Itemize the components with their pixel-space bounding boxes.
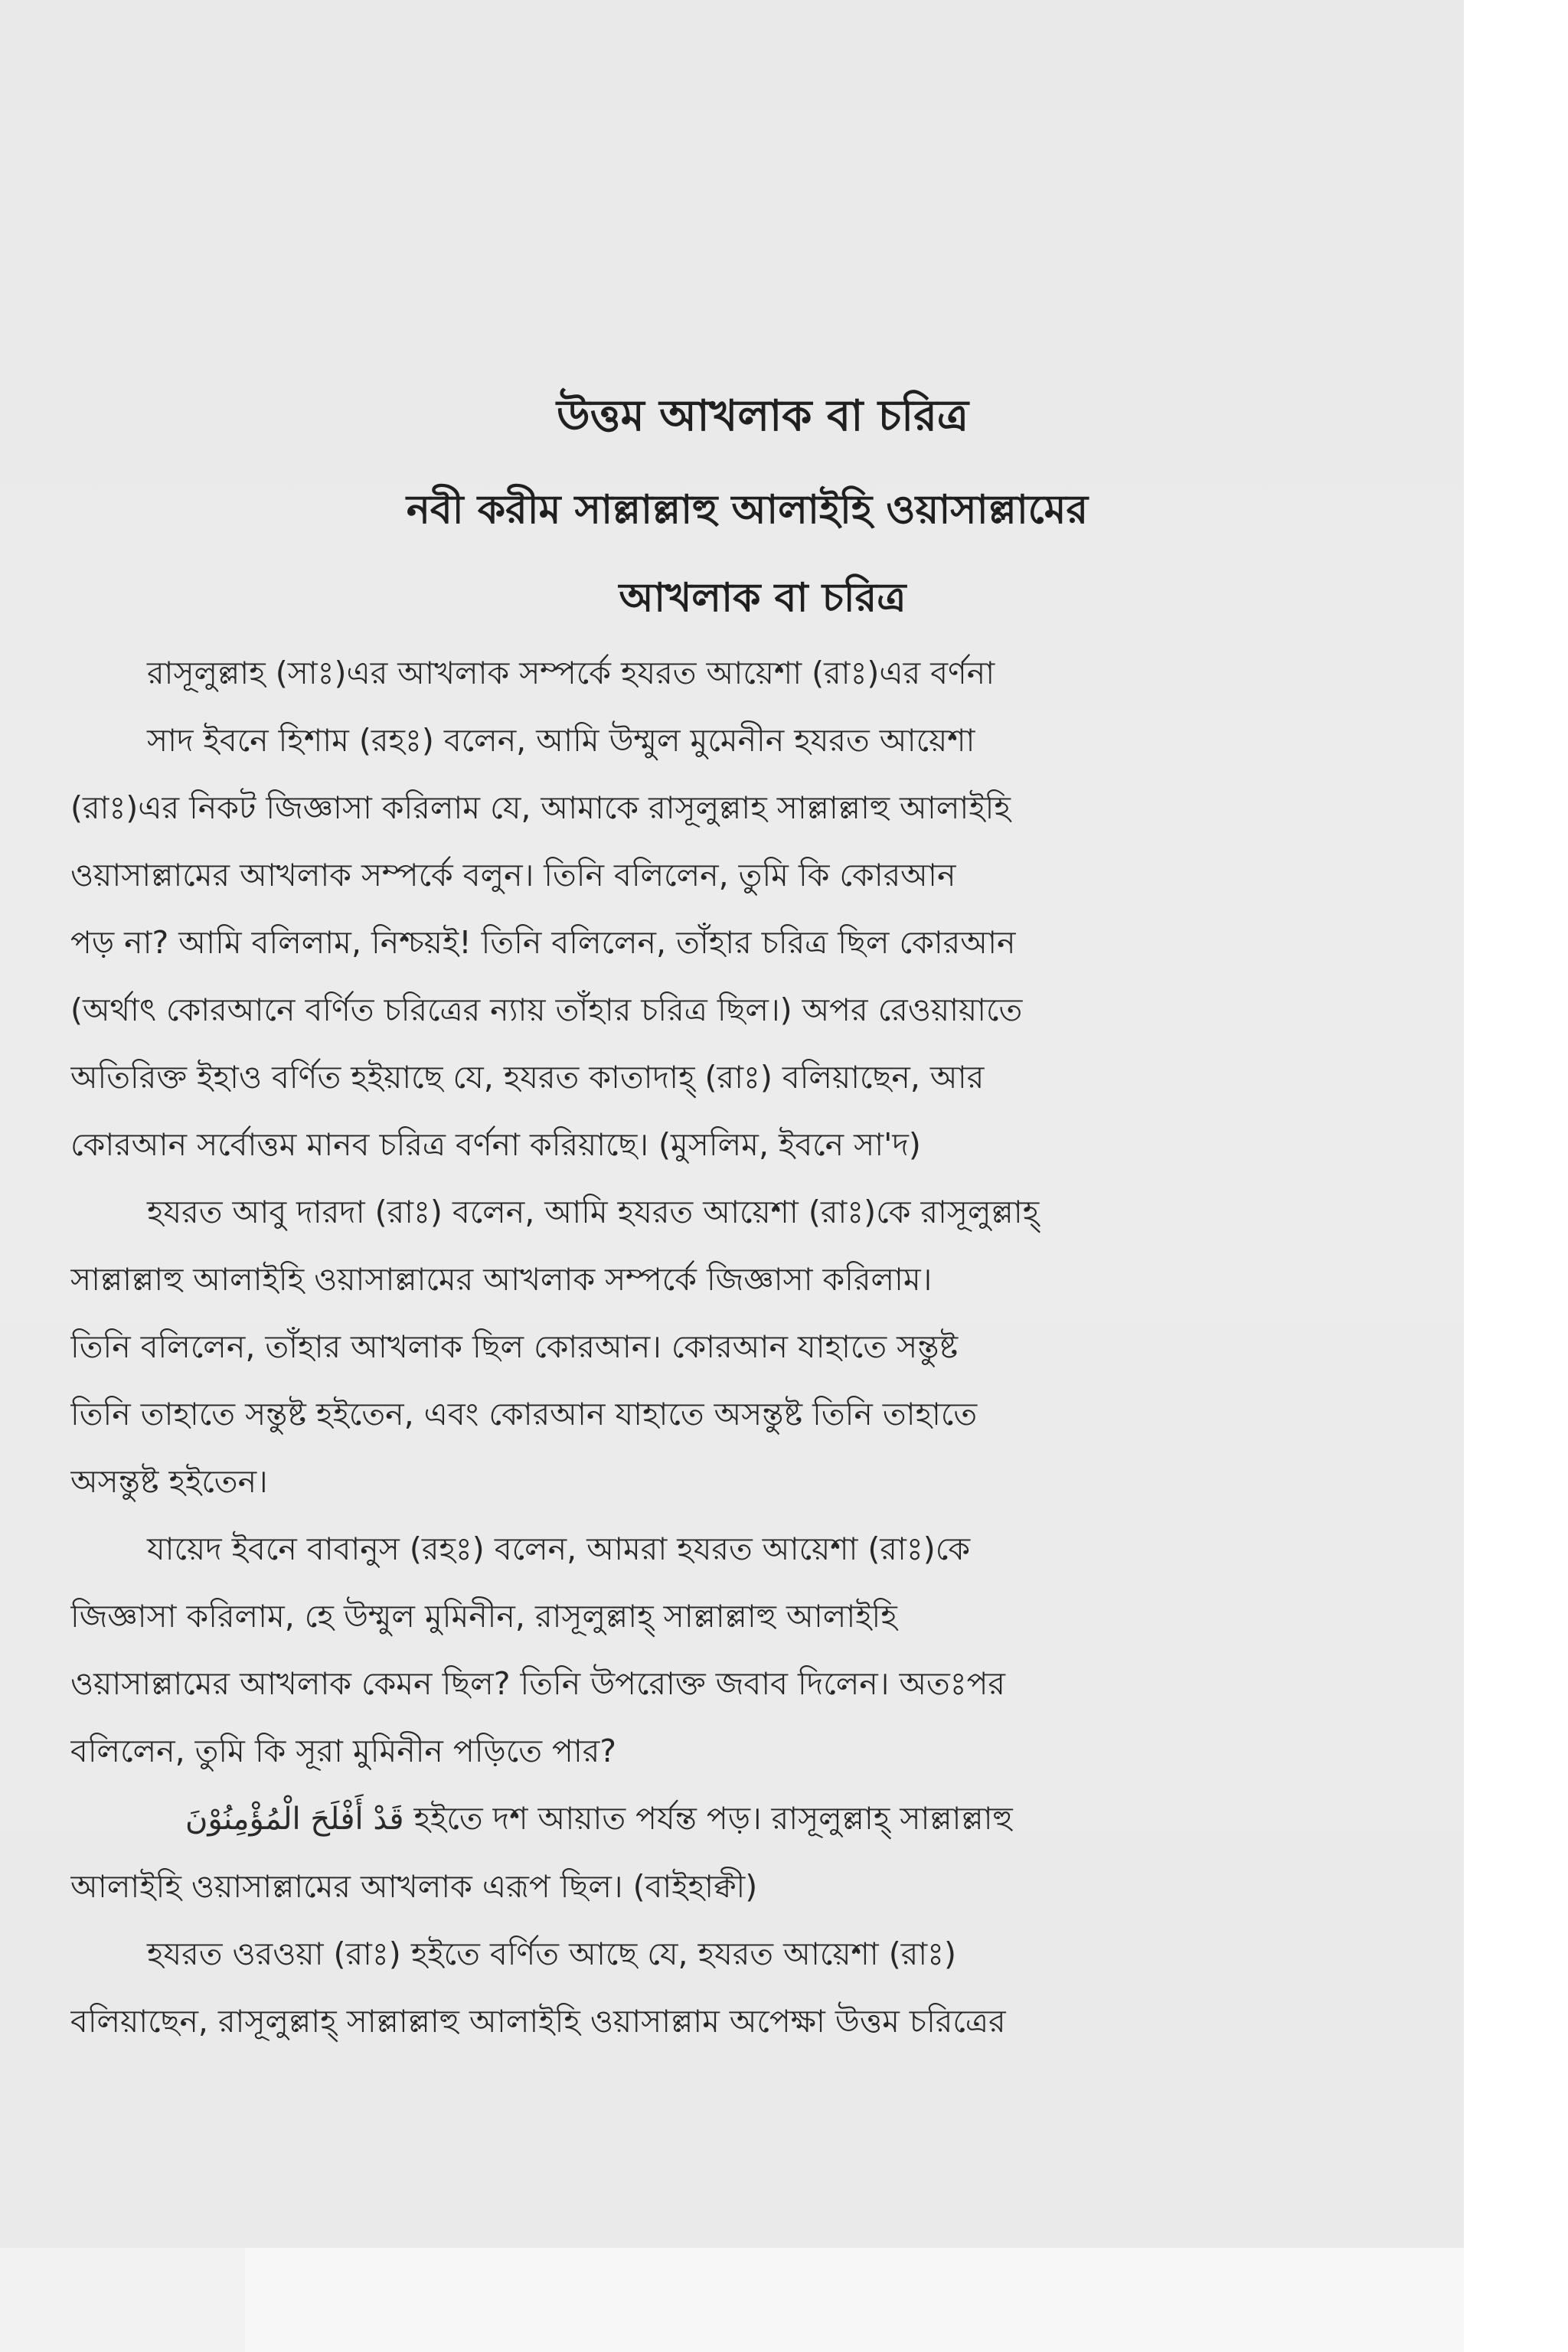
text-line: হযরত আবু দারদা (রাঃ) বলেন, আমি হযরত আয়েশা (রাঃ)কে রাসূলুল্লাহ্ [147, 1194, 1040, 1230]
section-heading-line2: আখলাক বা চরিত্র [619, 575, 906, 621]
text-line: বলিয়াছেন, রাসূলুল্লাহ্ সাল্লাল্লাহু আলাইহি ওয়াসাল্লাম অপেক্ষা উত্তম চরিত্রের [70, 2003, 1006, 2040]
text-line: পড় না? আমি বলিলাম, নিশ্চয়ই! তিনি বলিলেন, তাঁহার চরিত্র ছিল কোরআন [70, 924, 1016, 961]
text-line: তিনি বলিলেন, তাঁহার আখলাক ছিল কোরআন। কোরআন যাহাতে সন্তুষ্ট [70, 1328, 959, 1365]
text-line: সাদ ইবনে হিশাম (রহঃ) বলেন, আমি উম্মুল মুমেনীন হযরত আয়েশা [147, 722, 975, 759]
text-line: অসন্তুষ্ট হইতেন। [70, 1463, 268, 1500]
text-line: আলাইহি ওয়াসাল্লামের আখলাক এরূপ ছিল। (বাইহাক্বী) [70, 1868, 758, 1905]
text-line: অতিরিক্ত ইহাও বর্ণিত হইয়াছে যে, হযরত কাতাদাহ্ (রাঃ) বলিয়াছেন, আর [70, 1059, 985, 1096]
page-title: উত্তম আখলাক বা চরিত্র [556, 391, 969, 441]
text-line: ওয়াসাল্লামের আখলাক কেমন ছিল? তিনি উপরোক্ত জবাব দিলেন। অতঃপর [70, 1665, 1005, 1702]
text-line: হযরত ওরওয়া (রাঃ) হইতে বর্ণিত আছে যে, হযরত আয়েশা (রাঃ) [147, 1936, 957, 1972]
arabic-verse: قَدْ أَفْلَحَ الْمُؤْمِنُوْنَ [185, 1802, 404, 1837]
text-line: (রাঃ)এর নিকট জিজ্ঞাসা করিলাম যে, আমাকে রাসূলুল্লাহ সাল্লাল্লাহু আলাইহি [70, 789, 1011, 826]
text-line: সাল্লাল্লাহু আলাইহি ওয়াসাল্লামের আখলাক সম্পর্কে জিজ্ঞাসা করিলাম। [70, 1261, 933, 1298]
text-line: তিনি তাহাতে সন্তুষ্ট হইতেন, এবং কোরআন যাহাতে অসন্তুষ্ট তিনি তাহাতে [70, 1396, 978, 1432]
page-edge-shadow [0, 2248, 245, 2352]
text-line: কোরআন সর্বোত্তম মানব চরিত্র বর্ণনা করিয়াছে। (মুসলিম, ইবনে সা'দ) [70, 1126, 921, 1163]
text-line: বলিলেন, তুমি কি সূরা মুমিনীন পড়িতে পার? [70, 1733, 617, 1769]
text-line: জিজ্ঞাসা করিলাম, হে উম্মুল মুমিনীন, রাসূলুল্লাহ্ সাল্লাল্লাহু আলাইহি [70, 1598, 897, 1635]
page-edge [245, 2248, 1464, 2352]
page-body [70, 639, 1416, 2055]
text-line: হইতে দশ আয়াত পর্যন্ত পড়। রাসূলুল্লাহ্ সাল্লাল্লাহু [413, 1800, 1013, 1837]
text-line: রাসূলুল্লাহ (সাঃ)এর আখলাক সম্পর্কে হযরত আয়েশা (রাঃ)এর বর্ণনা [147, 655, 995, 691]
text-line-with-arabic [70, 1785, 1416, 1853]
section-heading-line1: নবী করীম সাল্লাল্লাহু আলাইহি ওয়াসাল্লামের [406, 487, 1089, 533]
text-line: যায়েদ ইবনে বাবানুস (রহঃ) বলেন, আমরা হযরত আয়েশা (রাঃ)কে [147, 1530, 971, 1567]
text-line: (অর্থাৎ কোরআনে বর্ণিত চরিত্রের ন্যায় তাঁহার চরিত্র ছিল।) অপর রেওয়ায়াতে [70, 991, 1023, 1028]
text-line: ওয়াসাল্লামের আখলাক সম্পর্কে বলুন। তিনি বলিলেন, তুমি কি কোরআন [70, 857, 956, 893]
